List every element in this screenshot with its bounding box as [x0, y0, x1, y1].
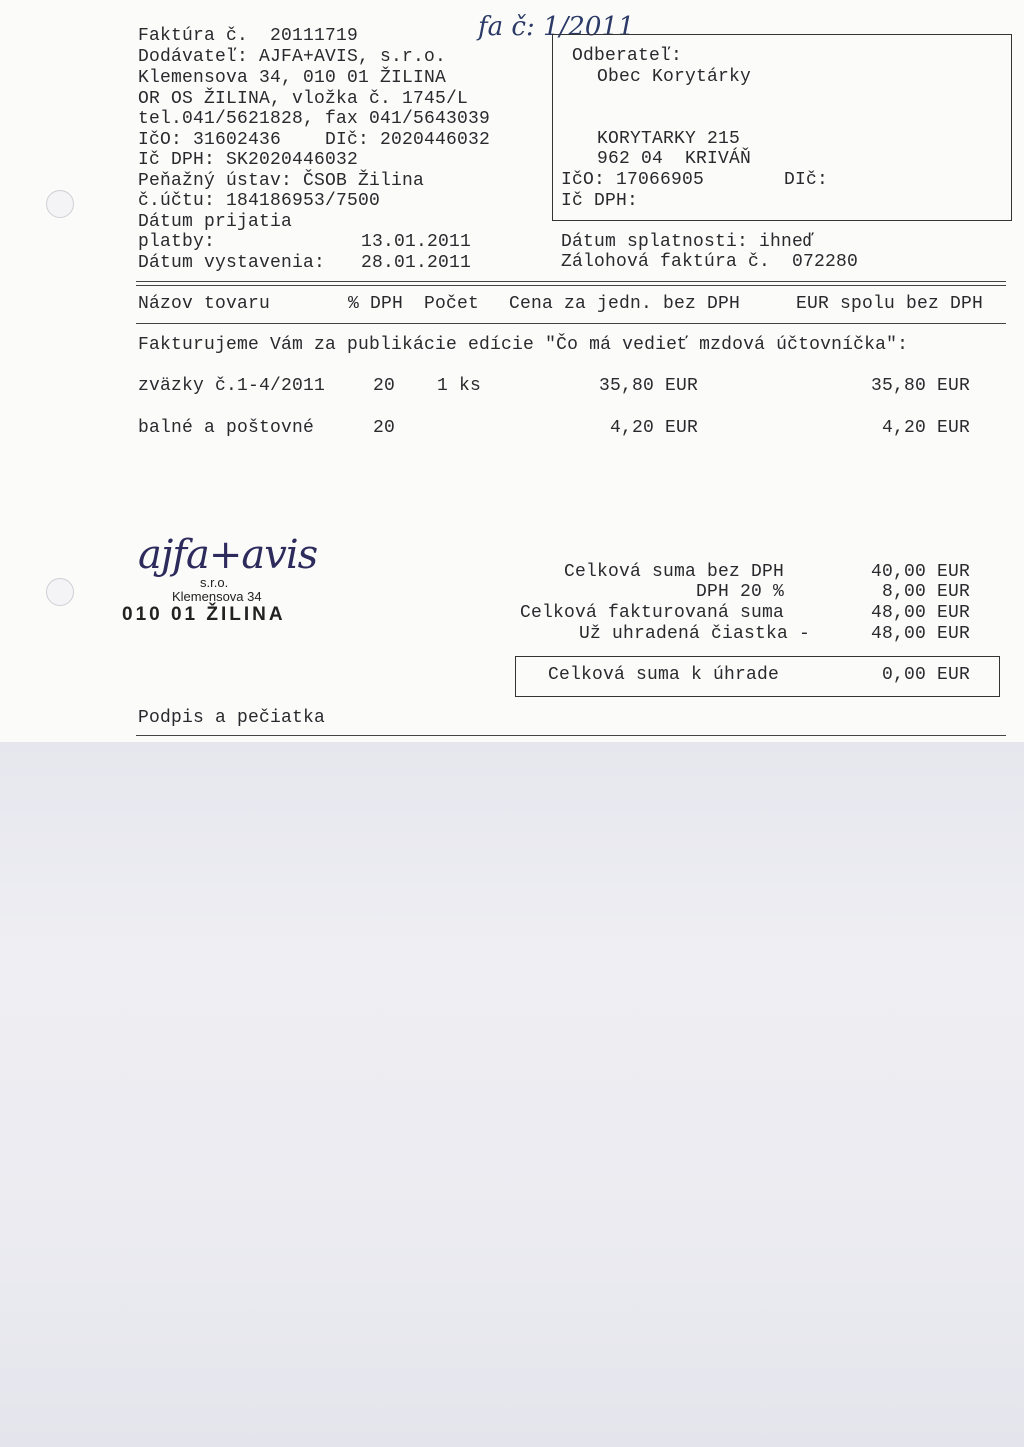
- header-rule-top: [136, 281, 1006, 282]
- row-total: 35,80 EUR: [870, 376, 970, 396]
- supplier-address: Klemensova 34, 010 01 ŽILINA: [138, 68, 447, 88]
- header-rule-top-2: [136, 285, 1006, 286]
- summary-value: 8,00 EUR: [881, 582, 970, 602]
- handwritten-note: fa č: 1/2011: [478, 12, 635, 42]
- stamp-city: 010 01 ŽILINA: [122, 604, 286, 625]
- row-unit-price: 4,20 EUR: [609, 418, 698, 438]
- signature-rule: [136, 735, 1006, 736]
- col-header-unit-price: Cena za jedn. bez DPH: [509, 294, 741, 314]
- customer-name: Obec Korytárky: [597, 67, 752, 87]
- due-date: Dátum splatnosti: ihneď: [561, 232, 815, 252]
- issued-date-label: Dátum vystavenia:: [138, 253, 326, 273]
- received-date-label-1: Dátum prijatia: [138, 212, 293, 232]
- total-due-value: 0,00 EUR: [881, 665, 970, 685]
- row-vat: 20: [373, 376, 396, 396]
- supplier-icdph: Ič DPH: SK2020446032: [138, 150, 359, 170]
- received-date: 13.01.2011: [361, 232, 472, 252]
- issued-date: 28.01.2011: [361, 253, 472, 273]
- signature-label: Podpis a pečiatka: [138, 708, 326, 728]
- table-intro: Fakturujeme Vám za publikácie edície "Čo má vedieť mzdová účtovníčka":: [138, 335, 909, 355]
- advance-invoice: Zálohová faktúra č. 072280: [561, 252, 859, 272]
- punch-hole-icon: [46, 190, 74, 218]
- customer-ico: IčO: 17066905: [561, 170, 705, 190]
- customer-dic: DIč:: [784, 170, 829, 190]
- col-header-product: Názov tovaru: [138, 294, 271, 314]
- supplier-phone: tel.041/5621828, fax 041/5643039: [138, 109, 491, 129]
- summary-label: Celková suma bez DPH: [563, 562, 784, 582]
- customer-title: Odberateľ:: [572, 46, 683, 66]
- supplier-ico: IčO: 31602436 DIč: 2020446032: [138, 130, 491, 150]
- row-product: balné a poštovné: [138, 418, 315, 438]
- supplier-account: č.účtu: 184186953/7500: [138, 191, 381, 211]
- header-rule-bottom: [136, 323, 1006, 324]
- summary-label: Už uhradená čiastka -: [578, 624, 810, 644]
- invoice-number: Faktúra č. 20111719: [138, 26, 359, 46]
- row-total: 4,20 EUR: [881, 418, 970, 438]
- row-qty: 1 ks: [437, 376, 482, 396]
- col-header-vat: % DPH: [348, 294, 404, 314]
- summary-value: 48,00 EUR: [870, 624, 970, 644]
- supplier-bank: Peňažný ústav: ČSOB Žilina: [138, 171, 425, 191]
- customer-street: KORYTARKY 215: [597, 129, 741, 149]
- customer-icdph: Ič DPH:: [561, 191, 639, 211]
- blank-scan-area: [0, 742, 1024, 1447]
- punch-hole-icon: [46, 578, 74, 606]
- summary-value: 40,00 EUR: [870, 562, 970, 582]
- row-product: zväzky č.1-4/2011: [138, 376, 326, 396]
- row-vat: 20: [373, 418, 396, 438]
- stamp-street: Klemensova 34: [172, 589, 262, 604]
- total-due-label: Celková suma k úhrade: [548, 665, 780, 685]
- received-date-label-2: platby:: [138, 232, 216, 252]
- summary-label: Celková fakturovaná suma: [519, 603, 784, 623]
- row-unit-price: 35,80 EUR: [598, 376, 698, 396]
- summary-label: DPH 20 %: [695, 582, 784, 602]
- customer-city: 962 04 KRIVÁŇ: [597, 149, 752, 169]
- supplier-name: Dodávateľ: AJFA+AVIS, s.r.o.: [138, 47, 447, 67]
- col-header-qty: Počet: [424, 294, 480, 314]
- stamp-sro: s.r.o.: [200, 575, 229, 590]
- col-header-total: EUR spolu bez DPH: [796, 294, 984, 314]
- supplier-register: OR OS ŽILINA, vložka č. 1745/L: [138, 89, 469, 109]
- summary-value: 48,00 EUR: [870, 603, 970, 623]
- stamp-brand: ajfa+avis: [138, 532, 318, 578]
